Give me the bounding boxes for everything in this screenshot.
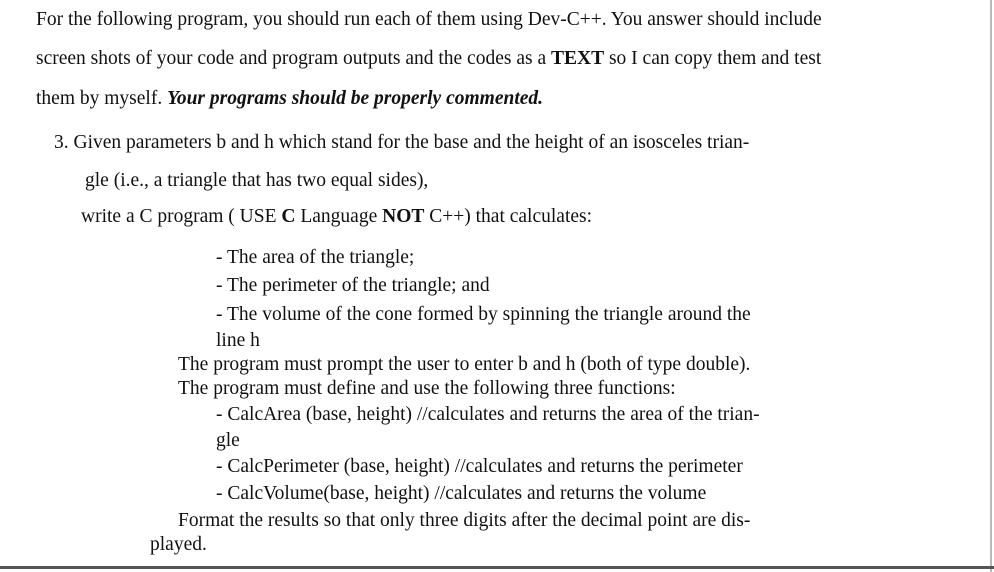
- bullet-volume: - The volume of the cone formed by spinning the triangle around the: [216, 304, 751, 325]
- question-line-3-e: C++) that calculates:: [424, 206, 593, 227]
- function-calc-perimeter: - CalcPerimeter (base, height) //calculates and returns the perimeter: [216, 456, 743, 477]
- question-line-1: 3. Given parameters b and h which stand for the base and the height of an isosceles trian-: [54, 132, 750, 153]
- intro-line-3-text: them by myself.: [36, 88, 168, 109]
- intro-line-3-emphasis: Your programs should be properly commented.: [167, 88, 544, 109]
- question-line-3-a: write a C program ( USE: [81, 206, 282, 227]
- functions-requirement: The program must define and use the following three functions:: [178, 378, 676, 399]
- intro-line-2-text-c: so I can copy them and test: [604, 48, 822, 69]
- question-line-3: [81, 205, 592, 229]
- question-line-3-c: Language: [295, 206, 383, 227]
- intro-line-2-text-bold: TEXT: [550, 48, 605, 69]
- page-bottom-edge: [0, 566, 994, 569]
- intro-line-2: [36, 47, 821, 71]
- question-line-3-c-bold: C: [281, 206, 296, 227]
- format-requirement: Format the results so that only three digits after the decimal point are dis-: [178, 510, 751, 531]
- bullet-perimeter: - The perimeter of the triangle; and: [216, 275, 490, 296]
- bullet-area: - The area of the triangle;: [216, 247, 415, 268]
- bullet-volume-continued: line h: [216, 330, 260, 351]
- prompt-requirement: The program must prompt the user to enter b and h (both of type double).: [178, 354, 751, 375]
- function-calc-area-continued: gle: [216, 430, 240, 451]
- intro-line-2-text-a: screen shots of your code and program outputs and the codes as a: [36, 48, 551, 69]
- function-calc-volume: - CalcVolume(base, height) //calculates and returns the volume: [216, 483, 707, 504]
- intro-line-1: For the following program, you should run each of them using Dev-C++. You answer should include: [36, 9, 822, 30]
- format-requirement-continued: played.: [150, 534, 207, 555]
- question-line-2: gle (i.e., a triangle that has two equal sides),: [85, 170, 429, 191]
- intro-line-3: [36, 87, 543, 111]
- question-line-3-not-bold: NOT: [382, 206, 425, 227]
- page-right-edge: [990, 0, 992, 572]
- function-calc-area: - CalcArea (base, height) //calculates and returns the area of the trian-: [216, 404, 760, 425]
